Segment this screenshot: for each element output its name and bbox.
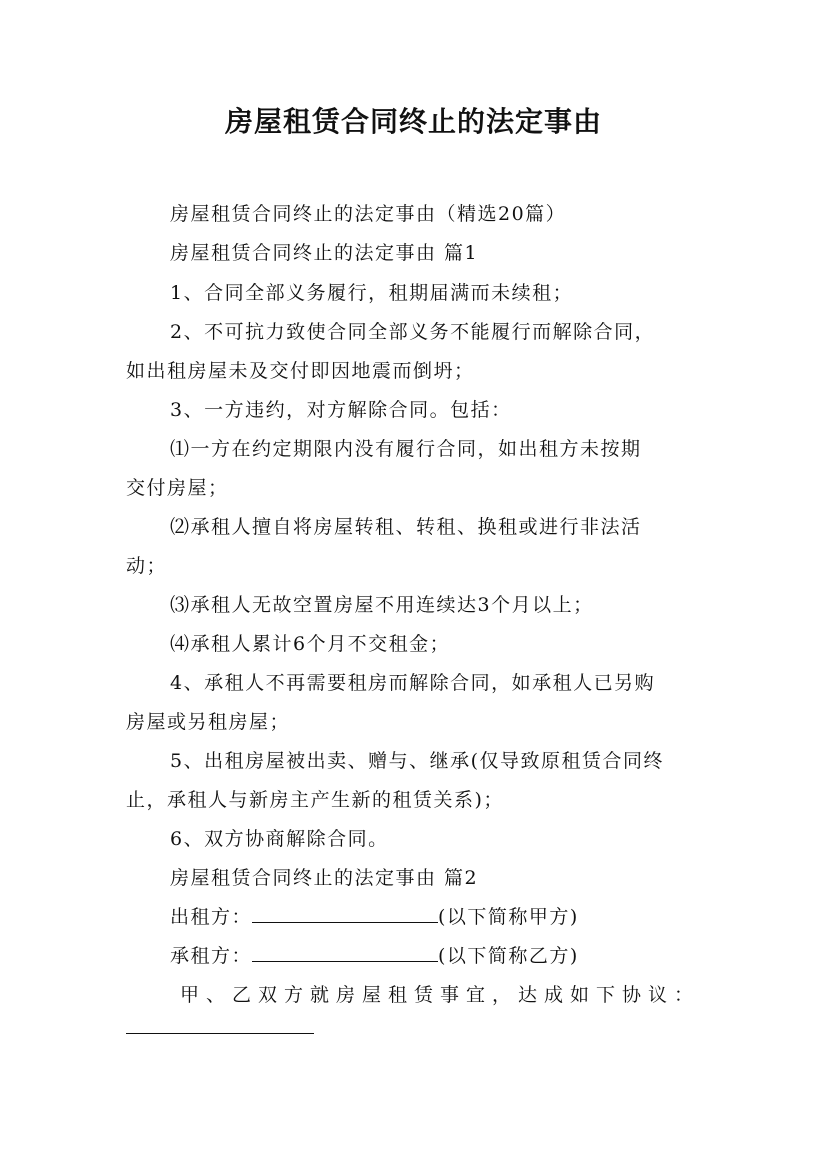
paragraph-line: 1、合同全部义务履行，租期届满而未续租； <box>170 282 574 304</box>
paragraph-line: 3、一方违约，对方解除合同。包括： <box>170 399 512 421</box>
agreement-line: 甲、乙双方就房屋租赁事宜，达成如下协议： <box>180 984 701 1006</box>
paragraph-line: 5、出租房屋被出卖、赠与、继承(仅导致原租赁合同终 <box>170 750 665 772</box>
paragraph-line: ⑵承租人擅自将房屋转租、转租、换租或进行非法活 <box>170 516 642 538</box>
paragraph-line: ⑴一方在约定期限内没有履行合同，如出租方未按期 <box>170 438 642 460</box>
paragraph-line: 2、不可抗力致使合同全部义务不能履行而解除合同， <box>170 321 656 343</box>
paragraph-line: 交付房屋； <box>126 477 229 499</box>
paragraph-line: 4、承租人不再需要租房而解除合同，如承租人已另购 <box>170 672 656 694</box>
paragraph-line: 6、双方协商解除合同。 <box>170 828 389 850</box>
lessor-blank-field <box>252 904 438 923</box>
paragraph-line: ⑶承租人无故空置房屋不用连续达3个月以上； <box>170 594 594 616</box>
document-title: 房屋租赁合同终止的法定事由 <box>224 105 602 138</box>
document-subtitle: 房屋租赁合同终止的法定事由（精选20篇） <box>170 203 567 225</box>
section-heading-1: 房屋租赁合同终止的法定事由 篇1 <box>170 242 479 264</box>
lessee-blank-field <box>252 943 438 962</box>
lessee-line <box>170 941 750 968</box>
lessor-line <box>170 902 750 929</box>
lessor-label: 出租方： <box>170 906 253 928</box>
blank-underline <box>126 1033 314 1034</box>
section-heading-2: 房屋租赁合同终止的法定事由 篇2 <box>170 867 479 889</box>
paragraph-line: ⑷承租人累计6个月不交租金； <box>170 633 451 655</box>
lessee-suffix: (以下简称乙方) <box>438 945 579 967</box>
paragraph-line: 动； <box>126 555 168 577</box>
lessor-suffix: (以下简称甲方) <box>438 906 579 928</box>
paragraph-line: 房屋或另租房屋； <box>126 711 291 733</box>
paragraph-line: 止，承租人与新房主产生新的租赁关系)； <box>126 789 504 811</box>
paragraph-line: 如出租房屋未及交付即因地震而倒坍； <box>126 360 475 382</box>
lessee-label: 承租方： <box>170 945 253 967</box>
